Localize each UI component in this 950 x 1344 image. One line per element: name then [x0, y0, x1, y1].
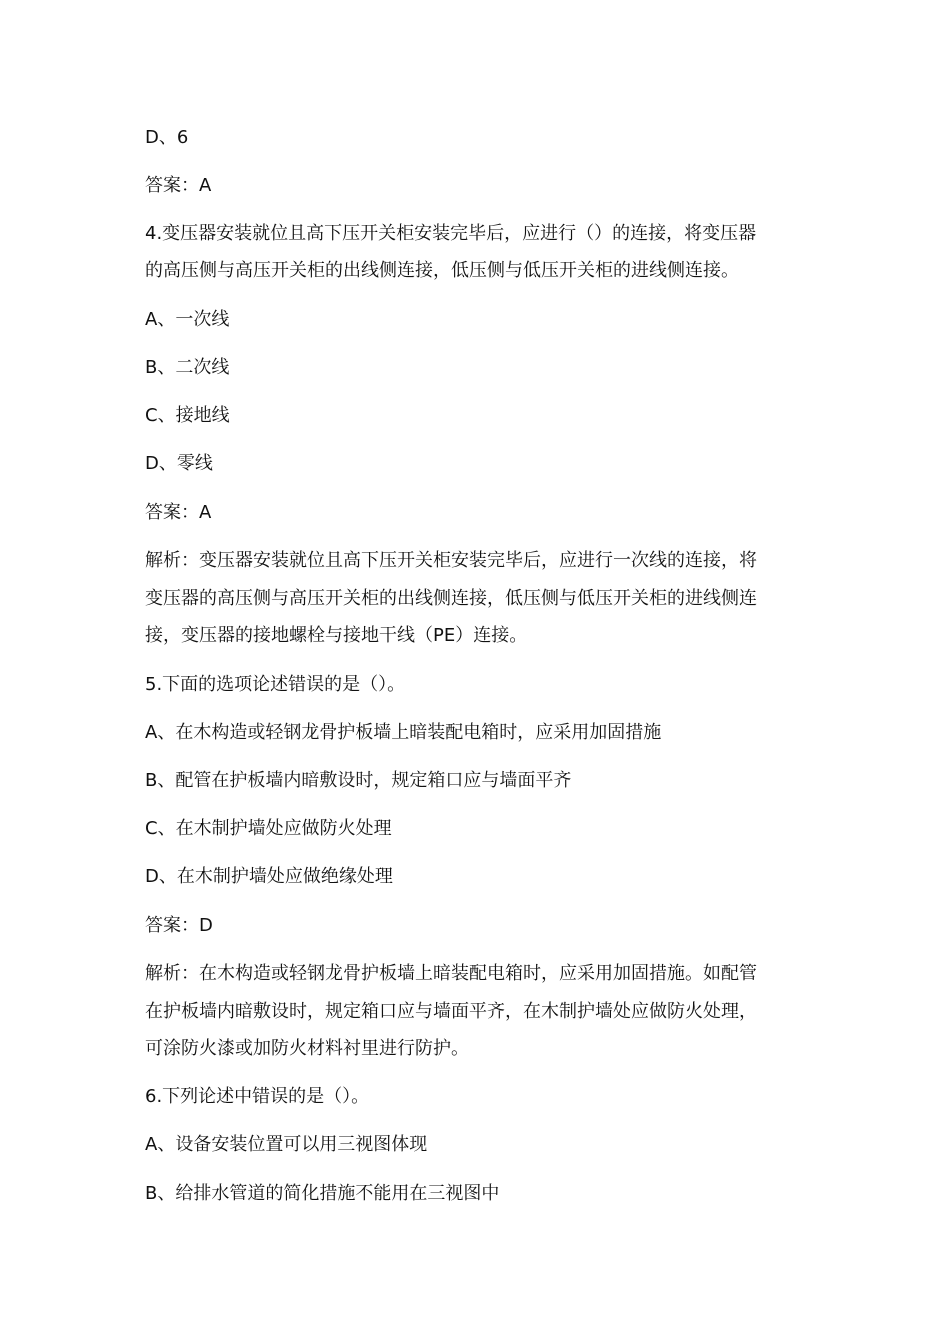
q4-answer: 答案：A [145, 502, 212, 523]
q5-question: 5.下面的选项论述错误的是（）。 [145, 674, 406, 695]
q5-option-d: D、在木制护墙处应做绝缘处理 [145, 866, 393, 887]
q4-option-b: B、二次线 [145, 357, 230, 378]
q5-analysis-line-1: 解析：在木构造或轻钢龙骨护板墙上暗装配电箱时，应采用加固措施。如配管 [145, 963, 757, 984]
q5-option-c: C、在木制护墙处应做防火处理 [145, 818, 392, 839]
q6-question: 6.下列论述中错误的是（）。 [145, 1086, 370, 1107]
q5-analysis-line-2: 在护板墙内暗敷设时，规定箱口应与墙面平齐，在木制护墙处应做防火处理， [145, 1001, 757, 1022]
q4-analysis-line-2: 变压器的高压侧与高压开关柜的出线侧连接，低压侧与低压开关柜的进线侧连 [145, 588, 757, 609]
q6-option-b: B、给排水管道的简化措施不能用在三视图中 [145, 1183, 500, 1204]
q4-option-d: D、零线 [145, 453, 213, 474]
q5-analysis-line-3: 可涂防火漆或加防火材料衬里进行防护。 [145, 1038, 469, 1059]
q4-option-c: C、接地线 [145, 405, 230, 426]
q4-question-line-1: 4.变压器安装就位且高下压开关柜安装完毕后，应进行（）的连接，将变压器 [145, 223, 757, 244]
q6-option-a: A、设备安装位置可以用三视图体现 [145, 1134, 428, 1155]
q4-analysis-line-3: 接，变压器的接地螺栓与接地干线（PE）连接。 [145, 625, 528, 646]
q3-option-d: D、6 [145, 127, 189, 148]
q3-answer: 答案：A [145, 175, 212, 196]
q4-question-line-2: 的高压侧与高压开关柜的出线侧连接，低压侧与低压开关柜的进线侧连接。 [145, 260, 739, 281]
q5-option-b: B、配管在护板墙内暗敷设时，规定箱口应与墙面平齐 [145, 770, 572, 791]
q5-answer: 答案：D [145, 915, 213, 936]
q4-option-a: A、一次线 [145, 309, 230, 330]
q5-option-a: A、在木构造或轻钢龙骨护板墙上暗装配电箱时，应采用加固措施 [145, 722, 662, 743]
q4-analysis-line-1: 解析：变压器安装就位且高下压开关柜安装完毕后，应进行一次线的连接，将 [145, 550, 757, 571]
